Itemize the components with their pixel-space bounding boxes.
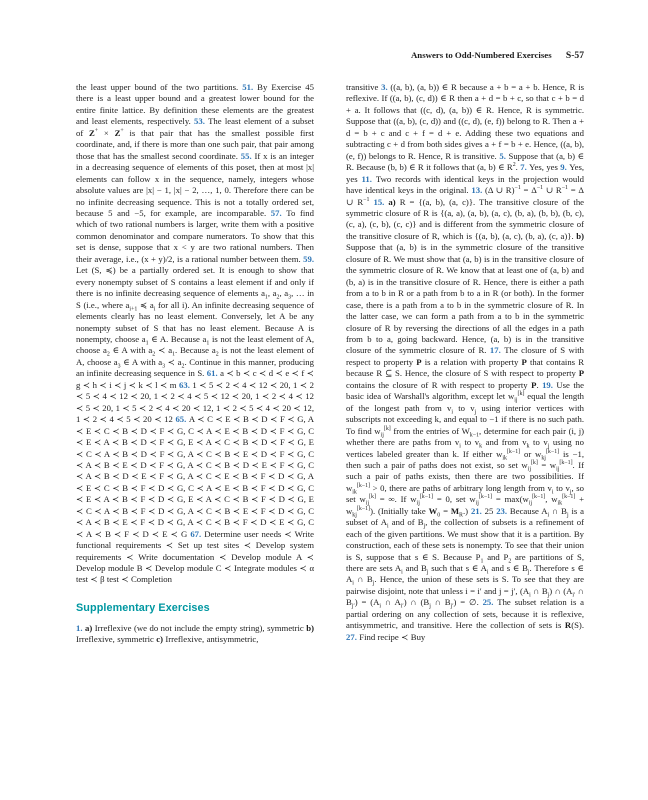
text-run: ij: [556, 466, 560, 473]
answers-paragraph-right: [346, 82, 584, 643]
text-run: . If such a pair of paths exists, then there are two possibilities. If w: [346, 459, 584, 493]
text-run: R = {(a, b), (a, c)}. The transitive closure of the symmetric closure of R is {(a, a), (a, b), (a, c), (b, a), (b, b), (b, c), (c, a), (c, b), (c, c)} and is different from the symmetric closure of the transitive closure of R, which is {(a, b), (a, c), (b, a), (c, a)}.: [346, 196, 585, 241]
text-run: 3: [117, 363, 121, 370]
text-run: [k−1]: [478, 494, 493, 501]
text-run: 2: [276, 294, 280, 301]
text-run: (Δ ∪ R): [485, 185, 515, 196]
text-run: 61.: [206, 368, 221, 379]
text-run: transitive: [346, 82, 382, 92]
text-run: ij: [514, 397, 518, 404]
text-run: i: [379, 604, 382, 611]
text-run: and P: [483, 551, 509, 562]
text-run: Yes, yes: [346, 162, 585, 184]
text-run: [k−1]: [559, 460, 573, 467]
text-run: 17.: [489, 345, 505, 356]
text-run: 11.: [361, 173, 376, 184]
text-run: i: [401, 569, 403, 576]
text-run: i: [386, 523, 389, 530]
text-run: , a: [267, 288, 277, 299]
text-run: 3.: [381, 82, 391, 92]
text-run: is that pair that has the smallest possible first coordinate, and, if there is more than one such pair, that pair among those that has the smallest second coordinate.: [76, 127, 314, 161]
text-run: R: [459, 512, 463, 519]
text-run: , the collection of subsets is a refinement of each of the given partitions. We must show that it is a partition. By construction, each of these sets is nonempty. To see that their union is S, suppose that s ∈ S. Because P: [346, 517, 584, 562]
text-run: ∈ A with a: [109, 345, 153, 356]
text-run: . Because a: [175, 345, 216, 356]
text-run: i′: [572, 592, 576, 599]
text-run: ) ∩ (B: [403, 597, 430, 608]
text-run: are partitions of S, there are sets A: [346, 551, 584, 574]
text-run: i′: [400, 604, 404, 611]
text-run: is not the least element of A, choose a: [76, 333, 315, 356]
text-run: 0: [437, 512, 441, 519]
text-run: using interior vertices with subscripts not exceeding k, and equal to −1 if there is no such path. To find w: [346, 402, 584, 436]
text-run: , … in S (i.e., where a: [76, 288, 315, 310]
text-run: The closure of S with respect to property: [346, 345, 584, 367]
text-run: and from v: [482, 437, 527, 448]
text-run: 1 ≺ 5 ≺ 2 ≺ 4 ≺ 12 ≺ 20, 1 ≺ 2 ≺ 5 ≺ 4 ≺ 12 ≺ 20, 1 ≺ 2 ≺ 4 ≺ 5 ≺ 12 ≺ 20, 1 ≺ 2 ≺ 4 ≺ 12 ≺ 5 ≺ 20, 1 ≺ 5 ≺ 2 ≺ 4 ≺ 20 ≺ 12, 1 ≺ 2 ≺ 5 ≺ 4 ≺ 20 ≺ 12, 1 ≺ 2 ≺ 4 ≺ 5 ≺ 20 ≺ 12: [76, 379, 314, 425]
text-run: 55.: [240, 150, 255, 161]
text-run: is −1, then such a pair of paths does not exist, so set w: [346, 448, 584, 470]
text-run: 57.: [270, 207, 287, 218]
text-run: ij: [527, 466, 531, 473]
text-run: ≺ a: [165, 356, 182, 367]
text-run: ∪ R: [543, 185, 562, 196]
text-run: equal the length of the longest path from v: [346, 391, 585, 413]
text-run: i: [547, 512, 550, 519]
text-run: 2: [215, 352, 219, 359]
text-run: i: [451, 409, 453, 416]
text-run: [k−1]: [356, 482, 371, 489]
text-run: ∩ B: [430, 597, 451, 608]
text-run: P: [531, 379, 537, 390]
text-run: ∈ A with a: [120, 356, 163, 367]
text-run: = max(w: [492, 494, 529, 505]
text-run: 1.: [76, 622, 86, 633]
text-run: ij: [416, 501, 420, 508]
text-run: Z: [89, 127, 95, 138]
text-run: 19.: [542, 379, 557, 390]
text-run: ∩ B: [530, 585, 548, 596]
text-run: 2: [512, 162, 516, 169]
text-run: ik: [557, 501, 563, 508]
text-run: c): [156, 634, 166, 645]
text-run: j: [423, 523, 426, 530]
text-run: 3: [288, 294, 292, 301]
text-run: such that s ∈ A: [428, 563, 487, 574]
text-run: that contains R because R ⊆ S. Hence, the closure of S with respect to property: [346, 356, 585, 379]
text-run: ∩ B: [549, 505, 567, 516]
text-run: j: [547, 592, 550, 599]
text-run: 5.: [499, 150, 509, 161]
text-run: = 0, set w: [433, 494, 476, 505]
text-run: i: [352, 581, 354, 588]
text-run: k: [479, 443, 483, 450]
text-run: ∩ A: [381, 597, 401, 608]
text-run: the least upper bound of the two partitions.: [76, 82, 243, 92]
text-run: 1: [206, 340, 210, 347]
text-run: +: [94, 127, 99, 134]
text-run: P: [578, 368, 584, 379]
text-run: is a relation with property: [421, 356, 522, 367]
text-run: 21.: [470, 505, 485, 516]
text-run: i: [551, 489, 554, 496]
text-run: k: [526, 443, 530, 450]
text-run: .): [463, 505, 471, 516]
text-run: A ≺ C ≺ E ≺ B ≺ D ≺ F ≺ G, A ≺ E ≺ C ≺ B ≺ D ≺ F ≺ G, C ≺ A ≺ E ≺ B ≺ D ≺ F ≺ G, C ≺ E ≺ A ≺ B ≺ D ≺ F ≺ G, E ≺ A ≺ C ≺ B ≺ D ≺ F ≺ G, E ≺ C ≺ A ≺ B ≺ D ≺ F ≺ G, A ≺ C ≺ B ≺ E ≺ D ≺ F ≺ G, C ≺ A ≺ B ≺ E ≺ D ≺ F ≺ G, A ≺ C ≺ B ≺ D ≺ E ≺ F ≺ G, C ≺ A ≺ B ≺ D ≺ E ≺ F ≺ G, A ≺ C ≺ E ≺ B ≺ F ≺ D ≺ G, A ≺ E ≺ C ≺ B ≺ F ≺ D ≺ G, C ≺ A ≺ E ≺ B ≺ F ≺ D ≺ G, C ≺ E ≺ A ≺ B ≺ F ≺ D ≺ G, E ≺ A ≺ C ≺ B ≺ F ≺ D ≺ G, E ≺ C ≺ A ≺ B ≺ F ≺ D ≺ G, A ≺ C ≺ B ≺ E ≺ F ≺ D ≺ G, C ≺ A ≺ B ≺ E ≺ F ≺ D ≺ G, A ≺ C ≺ B ≺ F ≺ D ≺ E ≺ G, C ≺ A ≺ B ≺ F ≺ D ≺ E ≺ G: [76, 414, 315, 539]
text-run: Find recipe ≺ Buy: [359, 631, 426, 642]
text-run: j: [527, 569, 530, 576]
text-run: ) = ∅.: [453, 597, 483, 608]
text-run: .: [515, 162, 521, 173]
text-run: W: [428, 505, 438, 516]
text-run: = Δ ∪ R: [346, 185, 585, 207]
text-run: is a subset of A: [346, 505, 585, 528]
text-run: . Continue in this manner, producing an infinite decreasing sequence in S.: [76, 356, 314, 379]
text-run: The subset relation is a partial ordering on any collection of sets, because it is reflexive, antisymmetric, and transitive. Here the collection of sets is: [346, 597, 585, 631]
text-run: [k−1]: [545, 448, 560, 455]
text-run: ij: [365, 501, 370, 508]
text-run: Irreflexive (we do not include the empty string), symmetric: [94, 622, 307, 633]
text-run: [k]: [530, 460, 538, 467]
text-run: =: [440, 505, 451, 516]
text-run: Irreflexive, antisymmetric,: [165, 634, 259, 645]
text-run: and B: [402, 563, 427, 574]
text-run: + w: [346, 494, 585, 516]
supplementary-exercises-heading: Supplementary Exercises: [76, 601, 210, 614]
text-run: ij: [380, 432, 384, 439]
text-run: [k]: [383, 425, 391, 432]
text-run: ∩ B: [353, 574, 373, 585]
text-run: −1: [536, 185, 544, 192]
text-run: [k−1]: [562, 494, 576, 501]
text-run: = w: [537, 459, 557, 470]
left-column: [76, 82, 314, 646]
text-run: ∈ A. Because a: [148, 333, 207, 344]
text-run: for all i). An infinite decreasing sequence of elements clearly has no least element. Conversely, let A be any nonempty subset of S that has no least element. Because A is nonempty, choose a: [76, 299, 314, 344]
text-run: −1: [514, 185, 521, 192]
text-run: j′: [450, 604, 454, 611]
text-run: +: [120, 127, 124, 134]
text-run: and s ∈ B: [488, 563, 528, 574]
running-head-title: Answers to Odd-Numbered Exercises: [410, 50, 552, 60]
text-run: j: [372, 581, 375, 588]
text-run: ij: [528, 501, 533, 508]
text-run: , so set w: [346, 482, 584, 505]
text-run: j: [566, 512, 569, 519]
text-run: b): [306, 622, 314, 633]
text-run: Use the basic idea of Warshall's algorithm, except let w: [346, 379, 584, 402]
text-run: 2: [508, 558, 512, 565]
text-run: a): [388, 196, 400, 207]
text-run: [k−1]: [532, 494, 546, 501]
text-run: ). (Initially take: [370, 505, 429, 516]
text-run: Suppose that (a, b) is in the symmetric closure of the transitive closure of R. We must show that (a, b) is in the transitive closure of the symmetric closure of R. We know that at least one of (a, b) and (b, a) is in the transitive closure of R. Hence, there is either a path from a to b in R or a path from b to a in R (or both). In the former case, there is a path from a to b in the symmetric closure of R. In the latter case, we can form a path from a to b in the symmetric closure of R by reversing the directions of all the edges in a path from b to a, going backward. Hence, (a, b) is in the transitive closure of the symmetric closure of R.: [346, 242, 584, 356]
text-run: 7.: [520, 162, 530, 173]
text-run: i: [459, 443, 461, 450]
text-run: ×: [98, 127, 115, 138]
text-run: i: [153, 306, 156, 313]
text-run: To find which of two rational numbers is larger, write them with a positive common denominator and compare numerators. To show that this set is dense, suppose that x < y are two rational numbers. Then their average, i.e., (x + y)/2, is a rational number between them.: [76, 207, 314, 264]
text-run: b): [576, 230, 584, 241]
text-run: Let (S, ≼) be a partially ordered set. It is enough to show that every nonempty subset of S contains a least element if and only if there is no infinite decreasing sequence of elements a: [76, 265, 314, 299]
text-run: . Hence, the union of these sets is S. To see that they are pairwise disjoint, note that unless i = i′ and j = j′, (A: [346, 574, 585, 596]
text-run: , w: [545, 494, 558, 505]
text-run: i: [529, 592, 531, 599]
text-run: j: [474, 409, 477, 416]
text-run: Yes, yes: [529, 162, 561, 173]
text-run: to v: [529, 437, 548, 448]
text-run: = Δ: [520, 185, 537, 196]
text-run: If x is an integer in a decreasing sequence of elements of this poset, then at most |x| elements can follow x in the sequence, namely, integers whose absolute values are |x| − 1, |x| − 2, …, 1, 0. Therefore there can be no infinite decreasing sequence. This is not a totally ordered set, because 5 and −5, for example, are incomparable.: [76, 150, 314, 218]
text-run: 1: [264, 294, 268, 301]
text-run: i+1: [129, 306, 138, 313]
right-column: [346, 82, 584, 643]
text-run: . Therefore s ∈ A: [346, 563, 584, 585]
answers-paragraph-left: [76, 82, 314, 586]
text-run: ) = (A: [354, 597, 380, 608]
supplementary-answers-paragraph: [76, 623, 314, 646]
text-run: Determine user needs ≺ Write functional requirements ≺ Set up test sites ≺ Develop system requirements ≺ Write documentation ≺ Develop module A ≺ Develop module B ≺ Develop module C ≺ Integrate modules ≺ α test ≺ β test ≺ Completion: [76, 528, 314, 585]
text-run: By Exercise 45 there is a least upper bound and a greatest lower bound for the entire finite lattice. By definition these elements are the greatest and least elements, respectively.: [76, 82, 314, 127]
text-run: 2: [181, 363, 185, 370]
text-run: 65.: [175, 414, 189, 425]
text-run: 25: [484, 505, 497, 516]
text-run: to v: [452, 402, 475, 413]
text-run: kj: [541, 455, 546, 462]
text-run: R: [564, 620, 572, 631]
text-run: (S).: [571, 620, 584, 631]
page-number: S-57: [565, 50, 584, 61]
text-run: contains the closure of R with respect to property: [346, 379, 532, 390]
text-run: or w: [520, 448, 542, 459]
text-run: [k]: [369, 494, 376, 501]
text-run: 51.: [242, 82, 258, 92]
text-run: 1: [480, 558, 484, 565]
text-run: i: [486, 569, 489, 576]
text-run: k−1: [469, 432, 480, 439]
text-run: The least element of a subset of: [76, 116, 314, 138]
running-head: [411, 50, 584, 61]
text-run: 23.: [496, 505, 510, 516]
text-run: M: [450, 505, 460, 516]
text-run: [k−1]: [356, 505, 371, 512]
text-run: and of B: [388, 517, 424, 528]
text-run: [k−1]: [419, 494, 434, 501]
text-run: 1: [172, 352, 176, 359]
text-run: a ≺ b ≺ c ≺ d ≺ e ≺ f ≺ g ≺ h ≺ i ≺ j ≺ k ≺ l ≺ m: [76, 368, 315, 390]
text-run: 59.: [303, 253, 314, 264]
text-run: = ∞. If w: [375, 494, 417, 505]
text-run: 53.: [194, 116, 209, 127]
text-run: P: [416, 356, 422, 367]
text-run: , determine for each pair (i, j) whether there are paths from v: [346, 425, 585, 448]
text-run: ik: [352, 489, 357, 496]
text-run: 2: [152, 352, 156, 359]
text-run: 9.: [560, 162, 570, 173]
text-run: Irreflexive, symmetric: [76, 634, 157, 645]
text-run: P: [521, 356, 527, 367]
text-run: a): [85, 622, 95, 633]
text-run: −1: [363, 196, 370, 203]
text-run: 3: [162, 363, 166, 370]
text-run: j: [569, 489, 572, 496]
text-run: ((a, b), (a, b)) ∈ R because a + b = a + b. Hence, R is reflexive. If ((a, b), (c, d)) ∈ R then a + d = b + c, so that c + b = d + a. It follows that ((c, d), (a, b)) ∈ R. Hence, R is symmetric. Suppose that ((a, b), (c, d)) and ((c, d), (e, f)) belong to R. Then a + d = b + c and c + f = d + e. Adding these two equations and subtracting c + d from both sides gives a + f = b + e. Hence, ((a, b), (e, f)) belongs to R. Hence, R is transitive.: [346, 82, 585, 161]
text-run: to v: [553, 482, 570, 493]
text-run: 1: [145, 340, 149, 347]
text-run: .: [536, 379, 543, 390]
text-run: 13.: [471, 185, 485, 196]
text-run: −1: [561, 185, 569, 192]
text-run: 2: [106, 352, 110, 359]
text-run: Two records with identical keys in the projection would have identical keys in the original.: [346, 173, 585, 196]
text-run: 25.: [482, 597, 498, 608]
text-run: j′: [351, 604, 355, 611]
text-run: j: [547, 443, 550, 450]
text-run: to v: [460, 437, 480, 448]
text-run: using no vertices labeled greater than k. If either w: [346, 437, 584, 459]
text-run: Because A: [509, 505, 548, 516]
text-run: Z: [114, 127, 121, 138]
text-run: [k]: [517, 391, 525, 398]
text-run: 15.: [373, 196, 389, 207]
text-run: > 0, there are paths of arbitrary long length from v: [370, 482, 552, 493]
text-run: 67.: [190, 528, 205, 539]
text-run: , a: [279, 288, 289, 299]
text-run: ≺ a: [155, 345, 173, 356]
text-run: is not the least element of A, choose a: [76, 345, 314, 367]
text-run: j: [426, 569, 429, 576]
text-run: kj: [352, 512, 357, 519]
text-run: Suppose that (a, b) ∈ R. Because (b, b) ∈ R it follows that (a, b) ∈ R: [346, 150, 585, 173]
text-run: 27.: [346, 631, 360, 642]
text-run: 63.: [179, 379, 193, 390]
text-run: ij: [475, 501, 479, 508]
text-run: ik: [502, 455, 507, 462]
text-run: ∩ B: [346, 585, 585, 608]
text-run: [k−1]: [506, 448, 521, 455]
text-run: ≼ a: [137, 299, 154, 310]
text-run: ) ∩ (A: [549, 585, 573, 596]
text-run: j: [429, 604, 431, 611]
text-run: from the entries of W: [390, 425, 470, 436]
